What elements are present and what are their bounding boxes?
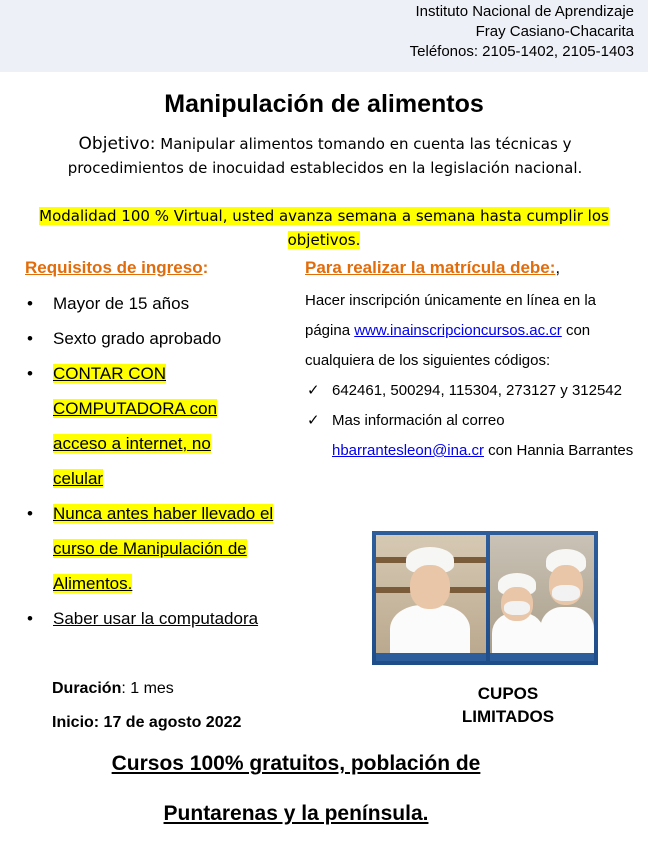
checklist-item-codes (305, 376, 635, 406)
requirements-heading-text: Requisitos de ingreso (25, 258, 203, 277)
footer-line1 (0, 750, 592, 778)
course-start-date: Inicio: 17 de agosto 2022 (52, 714, 242, 731)
contact-email-link[interactable]: hbarrantesleon@ina.cr (332, 442, 484, 459)
cupos-line2: LIMITADOS (461, 707, 555, 726)
header-band (0, 0, 648, 72)
requirement-text: Saber usar la computadora (53, 609, 259, 628)
enrollment-intro-before: Hacer inscripción únicamente en línea en la página (305, 292, 596, 339)
enrollment-intro-after: con cualquiera de los siguientes códigos: (305, 322, 591, 369)
page-title: Manipulación de alimentos (164, 90, 484, 118)
checklist-item-contact (305, 406, 635, 466)
requirements-list (25, 286, 295, 636)
limited-spots-notice (430, 682, 586, 728)
enrollment-heading-text: Para realizar la matrícula debe: (305, 258, 556, 277)
requirement-item (25, 356, 260, 496)
check-icon: ✓ (307, 382, 320, 399)
enrollment-intro (305, 286, 635, 376)
food-handlers-photo (372, 531, 598, 665)
requirement-item (25, 496, 295, 601)
requirement-item (25, 601, 295, 636)
objective (30, 132, 620, 180)
enrollment-instructions (305, 286, 635, 466)
requirement-item (25, 321, 295, 356)
footer-line2 (0, 800, 592, 828)
enrollment-site-link[interactable]: www.inainscripcioncursos.ac.cr (354, 322, 562, 339)
requirement-text: Mayor de 15 años (53, 294, 190, 313)
requirements-heading (25, 256, 208, 280)
check-icon: ✓ (307, 412, 320, 429)
duration-value: : 1 mes (121, 680, 174, 697)
objective-label: Objetivo: (78, 134, 156, 154)
footer-line1-text: Cursos 100% gratuitos, población de (111, 752, 481, 775)
institute-name: Instituto Nacional de Aprendizaje (415, 3, 634, 20)
requirement-text: Nunca antes haber llevado el curso de Manipulación de Alimentos. (53, 504, 274, 593)
duration-label: Duración (52, 680, 122, 697)
institute-location: Fray Casiano-Chacarita (475, 23, 634, 40)
requirements-heading-suffix: : (202, 258, 209, 277)
photo-panel-right (490, 535, 594, 661)
modality-text: Modalidad 100 % Virtual, usted avanza semana a semana hasta cumplir los objetivos. (39, 207, 609, 249)
enrollment-checklist (305, 376, 635, 466)
objective-text: Manipular alimentos tomando en cuenta las técnicas y procedimientos de inocuidad establecidos en la legislación nacional. (67, 135, 583, 177)
footer-line2-text: Puntarenas y la península. (163, 802, 429, 825)
photo-panel-left (376, 535, 486, 661)
institute-phones: Teléfonos: 2105-1402, 2105-1403 (409, 43, 634, 60)
cupos-line1: CUPOS (477, 684, 539, 703)
enrollment-heading (305, 256, 560, 280)
course-codes: 642461, 500294, 115304, 273127 y 312542 (332, 382, 622, 399)
modality (25, 204, 623, 252)
requirement-text: Sexto grado aprobado (53, 329, 222, 348)
enrollment-heading-suffix: , (555, 258, 561, 277)
course-duration (52, 678, 174, 700)
requirement-text: CONTAR CON COMPUTADORA con acceso a internet, no celular (53, 364, 218, 488)
more-info-before: Mas información al correo (332, 412, 505, 429)
more-info-after: con Hannia Barrantes (483, 442, 634, 459)
requirement-item (25, 286, 295, 321)
